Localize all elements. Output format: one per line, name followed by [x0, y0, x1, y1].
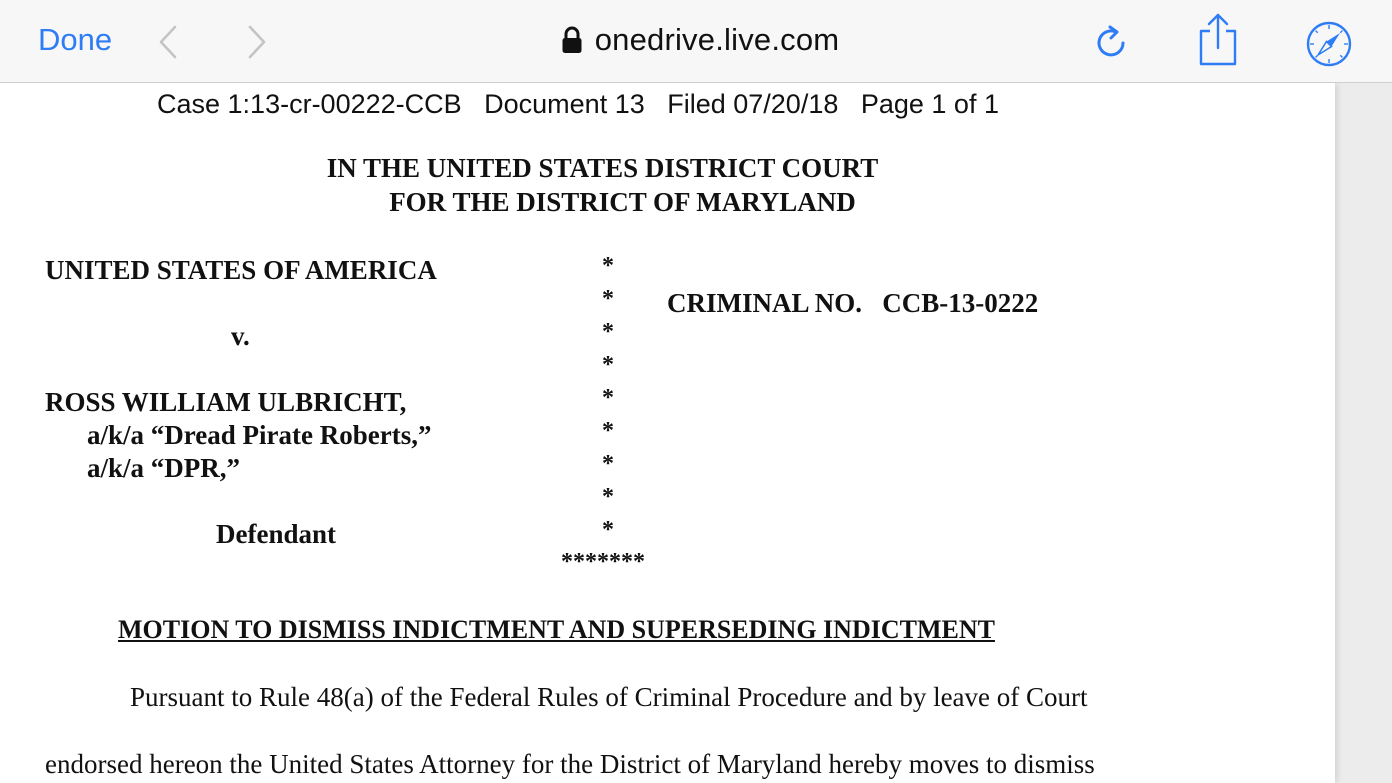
caption-star: * [602, 484, 614, 510]
pdf-page [0, 83, 1335, 783]
caption-star: * [602, 286, 614, 312]
motion-title: MOTION TO DISMISS INDICTMENT AND SUPERSEDING INDICTMENT [118, 615, 995, 644]
caption-star: * [602, 517, 614, 543]
court-name: IN THE UNITED STATES DISTRICT COURT [326, 153, 879, 183]
criminal-number: CRIMINAL NO. CCB-13-0222 [667, 288, 1039, 318]
share-icon[interactable] [1196, 12, 1240, 68]
defendant-name: ROSS WILLIAM ULBRICHT, [45, 387, 407, 417]
address-bar[interactable] [553, 22, 840, 58]
defendant-label: Defendant [216, 519, 336, 549]
caption-star: * [602, 319, 614, 345]
caption-star: * [602, 451, 614, 477]
caption-star-row: ******* [561, 549, 645, 575]
alias-line-1: a/k/a “Dread Pirate Roberts,” [87, 420, 432, 450]
caption-star: * [602, 418, 614, 444]
paragraph-line: endorsed hereon the United States Attorney for the District of Maryland hereby moves to dismiss [45, 749, 1095, 779]
browser-toolbar [0, 0, 1392, 83]
chevron-right-icon[interactable] [246, 24, 268, 60]
done-button[interactable]: Done [38, 22, 113, 57]
versus-label: v. [231, 321, 250, 351]
alias-line-2: a/k/a “DPR,” [87, 453, 241, 483]
caption-star: * [602, 253, 614, 279]
address-bar-container [0, 22, 1392, 59]
document-viewer[interactable] [0, 83, 1392, 783]
lock-icon [561, 26, 583, 54]
url-text: onedrive.live.com [594, 22, 840, 57]
caption-star: * [602, 352, 614, 378]
caption-star: * [602, 385, 614, 411]
court-district: FOR THE DISTRICT OF MARYLAND [389, 187, 856, 217]
paragraph-line: Pursuant to Rule 48(a) of the Federal Rules of Criminal Procedure and by leave of Court [130, 682, 1088, 712]
reload-icon[interactable] [1092, 24, 1130, 62]
plaintiff-name: UNITED STATES OF AMERICA [45, 255, 437, 285]
chevron-left-icon[interactable] [157, 24, 179, 60]
compass-icon[interactable] [1305, 20, 1353, 68]
case-header: Case 1:13-cr-00222-CCB Document 13 Filed 07/20/18 Page 1 of 1 [157, 89, 999, 119]
